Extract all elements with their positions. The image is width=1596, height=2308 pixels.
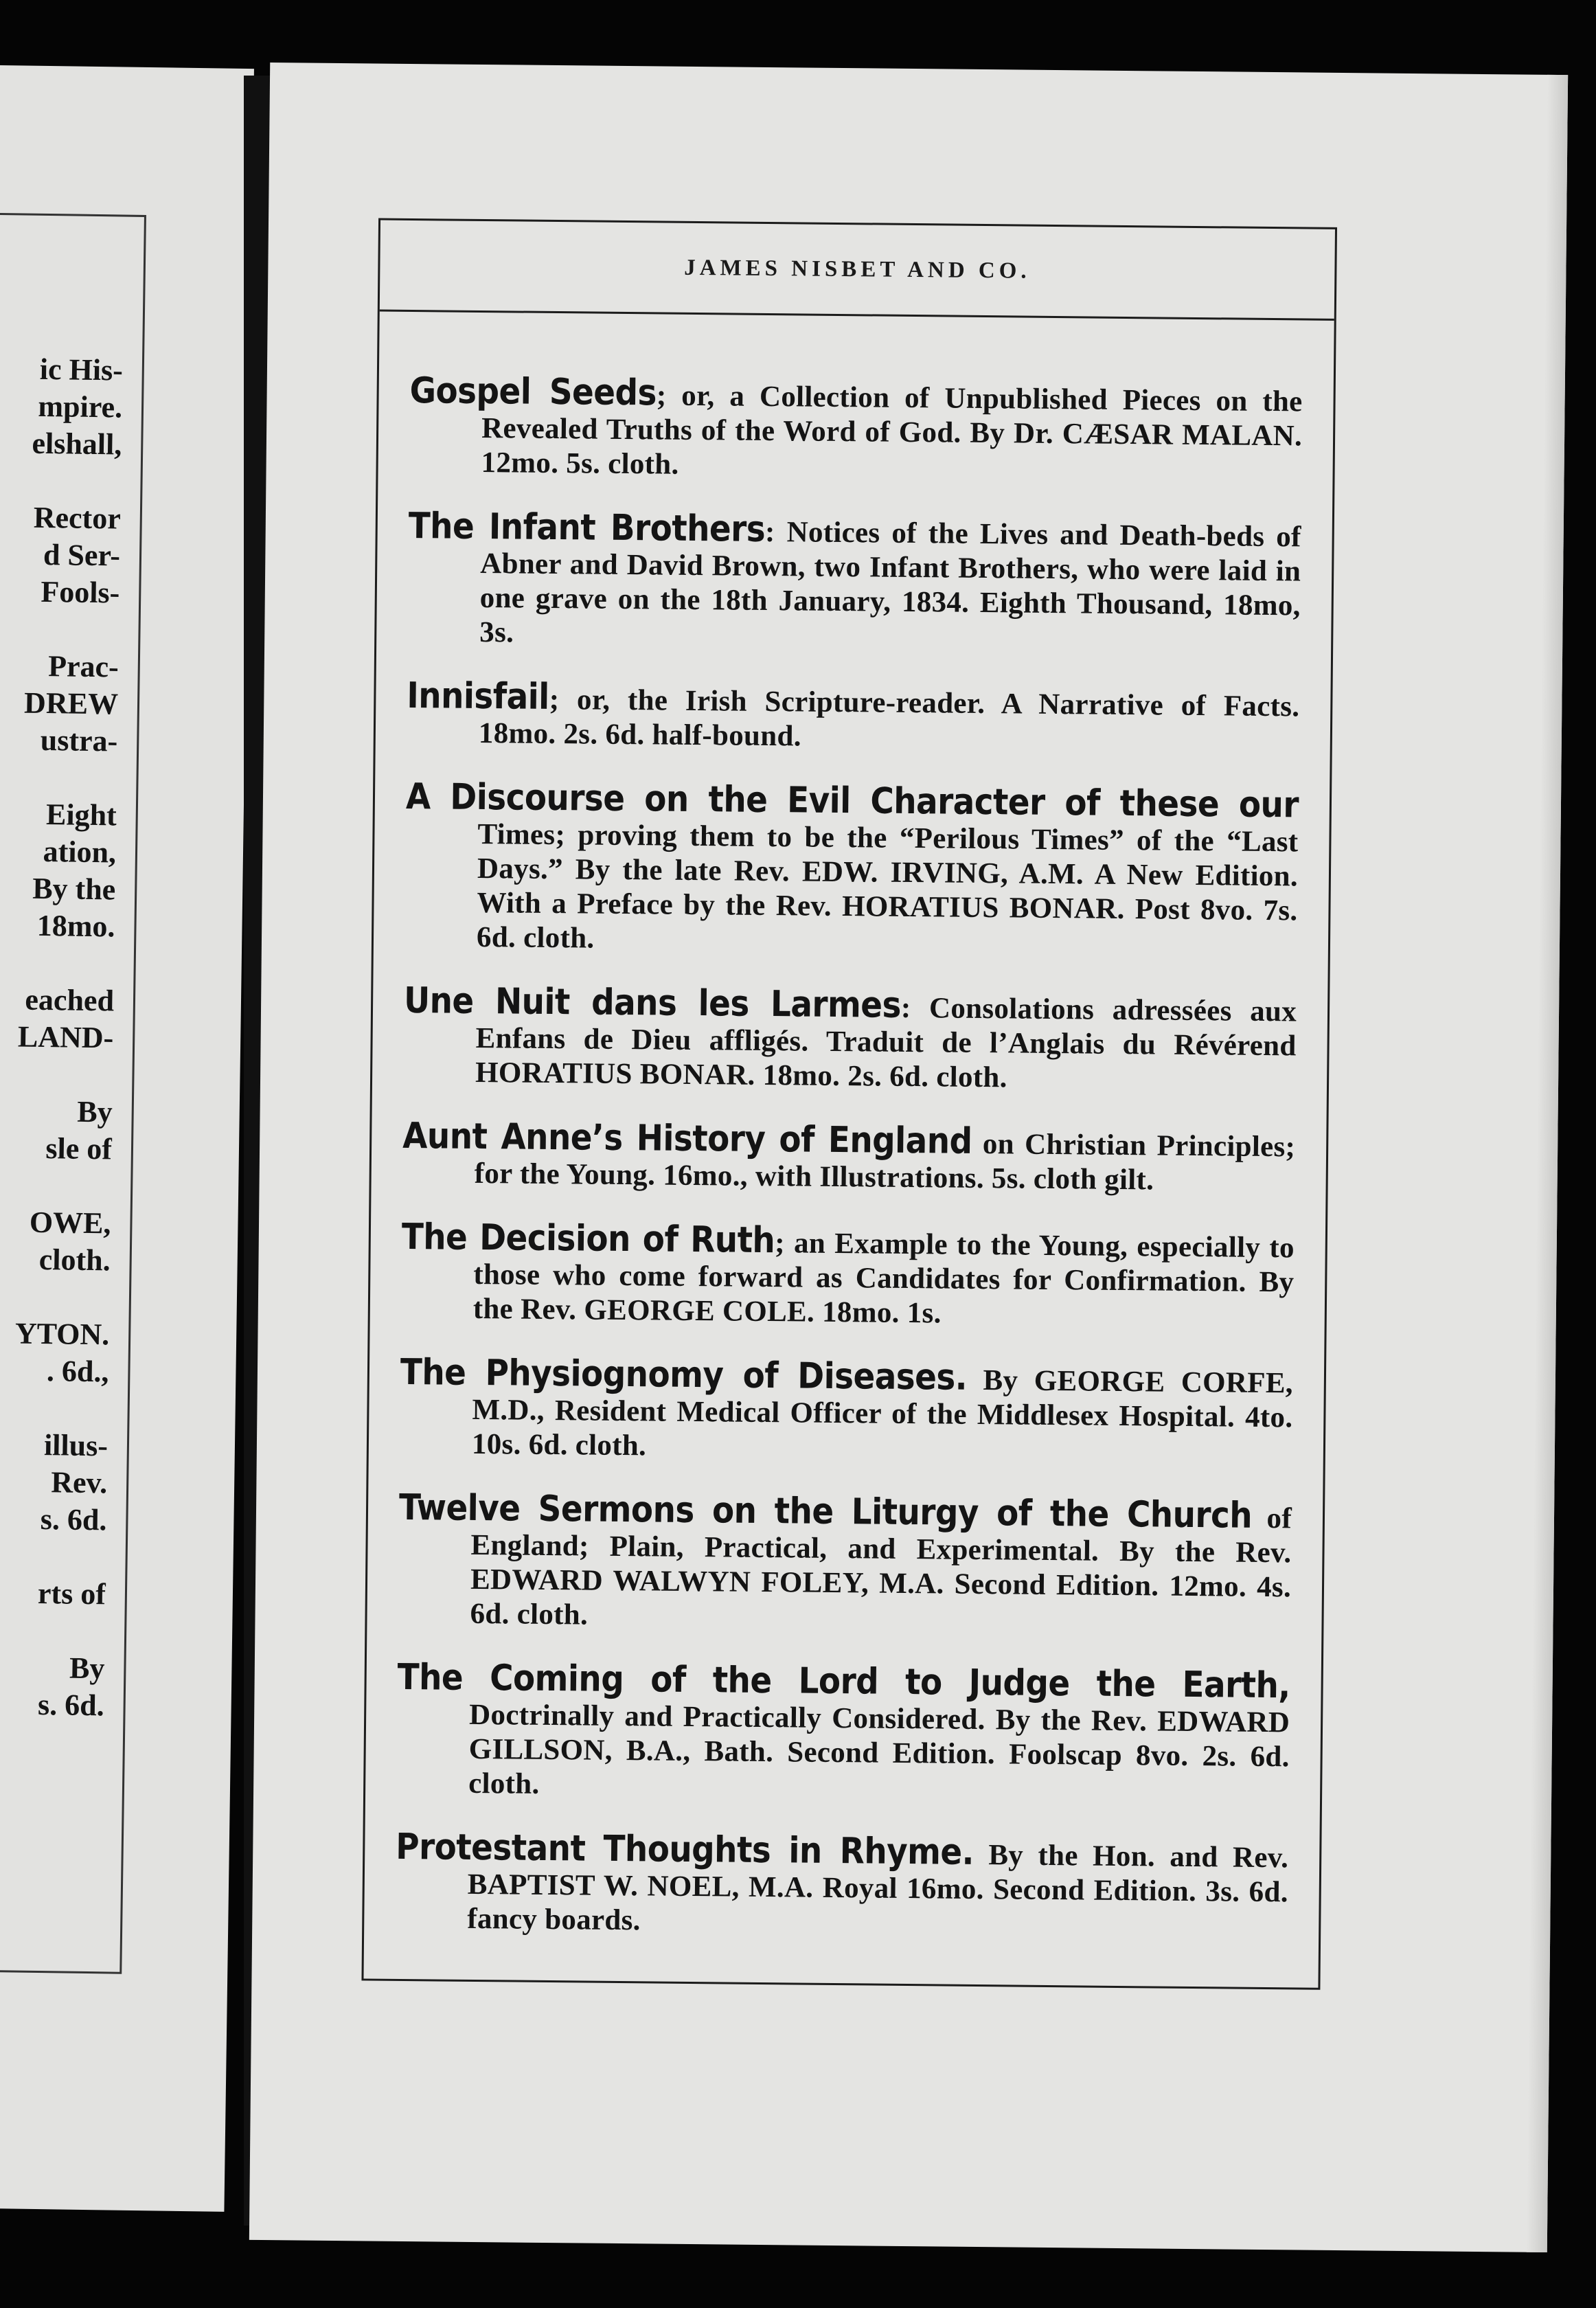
book-title: Innisfail	[407, 675, 550, 718]
left-line: Fools-	[41, 574, 120, 610]
book-description: By GEORGE CORFE, M.D., Resident Medical Officer of the Middlesex Hospital. 4to. 10s. 6d. cloth.	[471, 1364, 1294, 1462]
left-line	[0, 1278, 110, 1317]
left-line: 18mo.	[36, 908, 115, 944]
book-description: : Consolations adressées aux Enfans de Dieu affligés. Traduit de l’Anglais du Révérend HORATIUS BONAR. 18mo. 2s. 6d. cloth.	[475, 991, 1297, 1094]
running-head	[380, 220, 1335, 321]
left-line: cloth.	[38, 1242, 111, 1278]
book-entry	[396, 1656, 1290, 1809]
book-entry	[404, 776, 1299, 962]
left-line: Rev.	[50, 1465, 108, 1500]
book-entry	[395, 1826, 1289, 1944]
book-description: Doctrinally and Practically Considered. By the Rev. EDWARD GILLSON, B.A., Bath. Second Edition. Foolscap 8vo. 2s. 6d. cloth.	[468, 1698, 1290, 1800]
book-entry	[407, 505, 1301, 657]
left-line: elshall,	[32, 426, 122, 462]
book-description: Times; proving them to be the “Perilous Times” of the “Last Days.” By the late Rev. EDW. IRVING, A.M. A New Edition. With a Preface by the Rev. HORATIUS BONAR. Post 8vo. 7s. 6d. cloth.	[476, 817, 1299, 955]
book-title: The Physiognomy of Diseases.	[400, 1351, 968, 1399]
book-description: : Notices of the Lives and Death-beds of Abner and David Brown, two Infant Brothers, who were laid in one grave on the 18th January, 1834. Eighth Thousand, 18mo, 3s.	[479, 515, 1301, 649]
left-line: eached	[25, 982, 115, 1018]
left-line: illus-	[43, 1428, 109, 1463]
left-line: By	[77, 1094, 113, 1129]
left-line: sle of	[45, 1131, 113, 1166]
left-line: s. 6d.	[40, 1502, 107, 1537]
left-line: s. 6d.	[37, 1688, 105, 1723]
book-title: Gospel Seeds	[409, 370, 657, 414]
book-description: of England; Plain, Practical, and Experimental. By the Rev. EDWARD WALWYN FOLEY, M.A. Second Edition. 12mo. 4s. 6d. cloth.	[470, 1502, 1292, 1631]
left-line	[0, 1055, 113, 1094]
book-entry	[400, 1351, 1294, 1469]
left-line	[0, 462, 122, 501]
left-line: rts of	[37, 1576, 106, 1611]
left-line	[0, 1611, 106, 1651]
book-description: ; or, the Irish Scripture-reader. A Narrative of Facts. 18mo. 2s. 6d. half-bound.	[478, 683, 1300, 753]
left-line: d Ser-	[43, 537, 121, 573]
left-page-text	[0, 350, 123, 1724]
page-border-frame	[361, 218, 1337, 1990]
publisher-name: JAMES NISBET AND CO.	[683, 255, 1031, 284]
book-description: on Christian Principles; for the Young. 16mo., with Illustrations. 5s. cloth gilt.	[474, 1127, 1296, 1197]
left-line	[0, 758, 117, 797]
left-line: DREW	[23, 686, 119, 721]
book-title: The Coming of the Lord to Judge the Earth,	[397, 1656, 1290, 1707]
left-line: ic His-	[39, 352, 124, 387]
left-line: Rector	[33, 500, 122, 536]
book-entry	[403, 980, 1297, 1098]
left-line: . 6d.,	[46, 1354, 109, 1389]
left-line: By the	[32, 871, 116, 907]
book-entry	[409, 370, 1303, 488]
left-line: ustra-	[40, 723, 118, 758]
book-title: The Decision of Ruth	[401, 1216, 775, 1262]
book-title: A Discourse on the Evil Character of these our	[405, 776, 1299, 826]
left-line	[0, 944, 115, 983]
book-title: Aunt Anne’s History of England	[402, 1115, 972, 1162]
book-title: Une Nuit dans les Larmes	[403, 980, 902, 1026]
left-line: By	[69, 1651, 105, 1686]
left-line: Prac-	[47, 649, 119, 684]
left-line: YTON.	[14, 1316, 110, 1352]
book-description: ; an Example to the Young, especially to those who come forward as Candidates for Confirmation. By the Rev. GEORGE COLE. 18mo. 1s.	[472, 1227, 1295, 1330]
left-line	[0, 610, 119, 649]
left-line: ation,	[43, 834, 117, 870]
book-title: Twelve Sermons on the Liturgy of the Church	[398, 1486, 1253, 1537]
left-page-fragment	[0, 65, 254, 2212]
left-line: mpire.	[38, 389, 123, 425]
book-title: Protestant Thoughts in Rhyme.	[396, 1826, 974, 1873]
left-line: OWE,	[29, 1205, 111, 1241]
left-line: LAND-	[17, 1019, 114, 1055]
book-entry	[402, 1115, 1296, 1199]
book-list	[395, 344, 1303, 1959]
book-entry	[407, 675, 1300, 758]
left-line: Eight	[45, 797, 117, 833]
left-line	[0, 1166, 112, 1206]
book-description: By the Hon. and Rev. BAPTIST W. NOEL, M.A. Royal 16mo. Second Edition. 3s. 6d. fancy boards.	[467, 1838, 1289, 1937]
left-line	[0, 1389, 109, 1428]
book-entry	[398, 1486, 1292, 1639]
left-line	[0, 1537, 106, 1576]
advertisement-page	[249, 63, 1568, 2252]
book-description: ; or, a Collection of Unpublished Pieces on the Revealed Truths of the Word of God. By Dr. CÆSAR MALAN. 12mo. 5s. cloth.	[481, 379, 1303, 481]
book-title: The Infant Brothers	[408, 505, 766, 550]
book-entry	[401, 1216, 1295, 1334]
